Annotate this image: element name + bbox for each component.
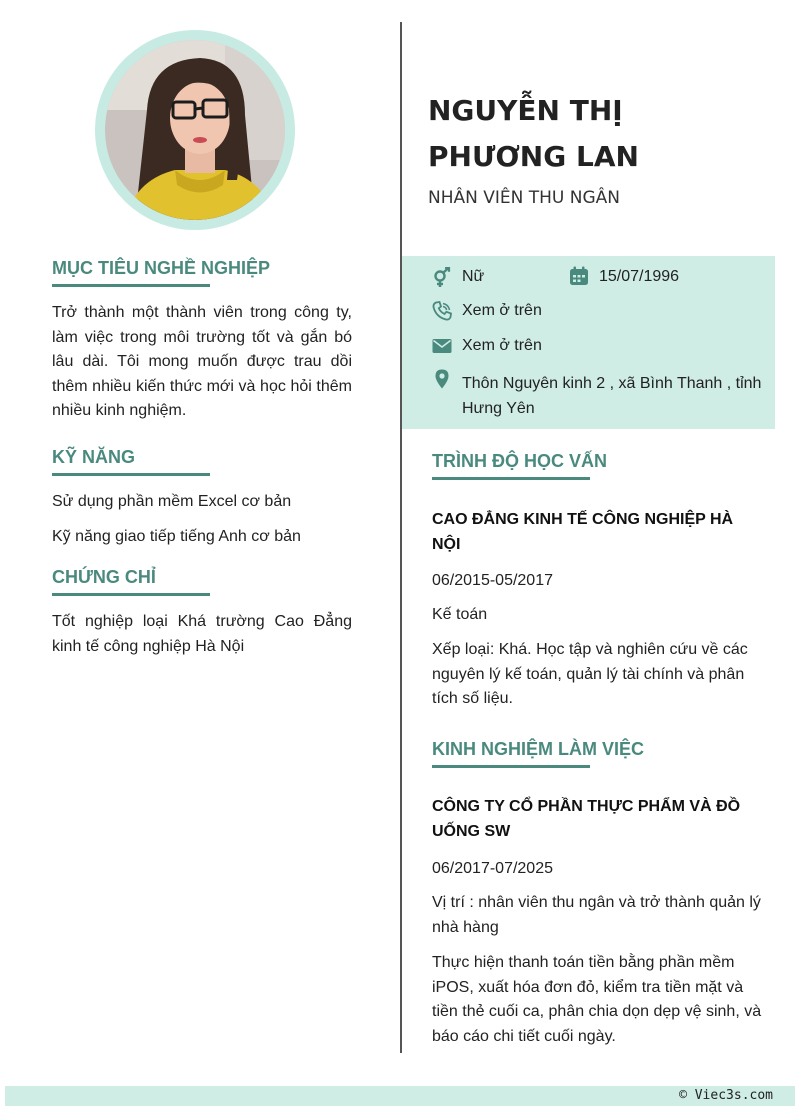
certificates-underline xyxy=(52,593,210,596)
phone-value: Xem ở trên xyxy=(462,302,542,319)
experience-position: Vị trí : nhân viên thu ngân và trở thành quản lý nhà hàng xyxy=(432,894,761,936)
certificates-section xyxy=(52,567,352,596)
education-description: Xếp loại: Khá. Học tập và nghiên cứu về các nguyên lý kế toán, quản lý tài chính và phân tích số liệu. xyxy=(432,641,748,707)
experience-title: KINH NGHIỆM LÀM VIỆC xyxy=(432,739,645,759)
gender-value: Nữ xyxy=(462,268,485,285)
candidate-name: NGUYỄN THỊ PHƯƠNG LAN xyxy=(428,94,639,173)
experience-period: 06/2017-07/2025 xyxy=(432,860,553,877)
avatar-ring xyxy=(95,30,295,230)
birthdate-value: 15/07/1996 xyxy=(599,268,680,285)
education-period: 06/2015-05/2017 xyxy=(432,572,553,589)
education-section xyxy=(432,451,762,480)
footer-bar xyxy=(5,1086,795,1106)
skill-item: Sử dụng phần mềm Excel cơ bản xyxy=(52,493,292,510)
education-major: Kế toán xyxy=(432,606,488,623)
objective-title: MỤC TIÊU NGHỀ NGHIỆP xyxy=(52,258,271,278)
skills-title: KỸ NĂNG xyxy=(52,447,136,467)
objective-text: Trở thành một thành viên trong công ty, làm việc trong môi trường tốt và gắn bó lâu dài. Tôi mong muốn được trau dồi thêm nhiều kiến thức mới và học hỏi thêm nhiều kinh nghiệm. xyxy=(52,304,352,419)
contact-panel xyxy=(402,256,775,429)
education-school: CAO ĐẲNG KINH TẾ CÔNG NGHIỆP HÀ NỘI xyxy=(432,511,734,553)
avatar-photo xyxy=(105,40,285,220)
education-title: TRÌNH ĐỘ HỌC VẤN xyxy=(432,451,607,471)
objective-section xyxy=(52,258,352,287)
experience-section xyxy=(432,739,762,768)
gender-icon xyxy=(432,267,452,287)
calendar-icon xyxy=(569,266,589,286)
experience-underline xyxy=(432,765,590,768)
skills-section xyxy=(52,447,352,476)
email-value: Xem ở trên xyxy=(462,337,542,354)
phone-icon xyxy=(432,301,452,321)
address-value: Thôn Nguyên kinh 2 , xã Bình Thanh , tỉnh Hưng Yên xyxy=(462,375,762,417)
experience-company: CÔNG TY CỔ PHẦN THỰC PHẨM VÀ ĐỒ UỐNG SW xyxy=(432,798,741,840)
job-title: NHÂN VIÊN THU NGÂN xyxy=(428,188,621,208)
experience-description: Thực hiện thanh toán tiền bằng phần mềm iPOS, xuất hóa đơn đỏ, kiểm tra tiền mặt và tiền thẻ cuối ca, phân chia dọn dẹp vệ sinh, và báo cáo chi tiết cuối ngày. xyxy=(432,954,762,1045)
skills-underline xyxy=(52,473,210,476)
footer-credit: © Viec3s.com xyxy=(679,1088,773,1103)
education-underline xyxy=(432,477,590,480)
objective-underline xyxy=(52,284,210,287)
avatar xyxy=(105,40,285,220)
map-pin-icon xyxy=(432,369,452,389)
certificates-title: CHỨNG CHỈ xyxy=(52,567,156,587)
certificates-text: Tốt nghiệp loại Khá trường Cao Đẳng kinh tế công nghiệp Hà Nội xyxy=(52,613,352,655)
skill-item: Kỹ năng giao tiếp tiếng Anh cơ bản xyxy=(52,528,301,545)
envelope-icon xyxy=(432,336,452,356)
column-divider xyxy=(400,22,402,1053)
